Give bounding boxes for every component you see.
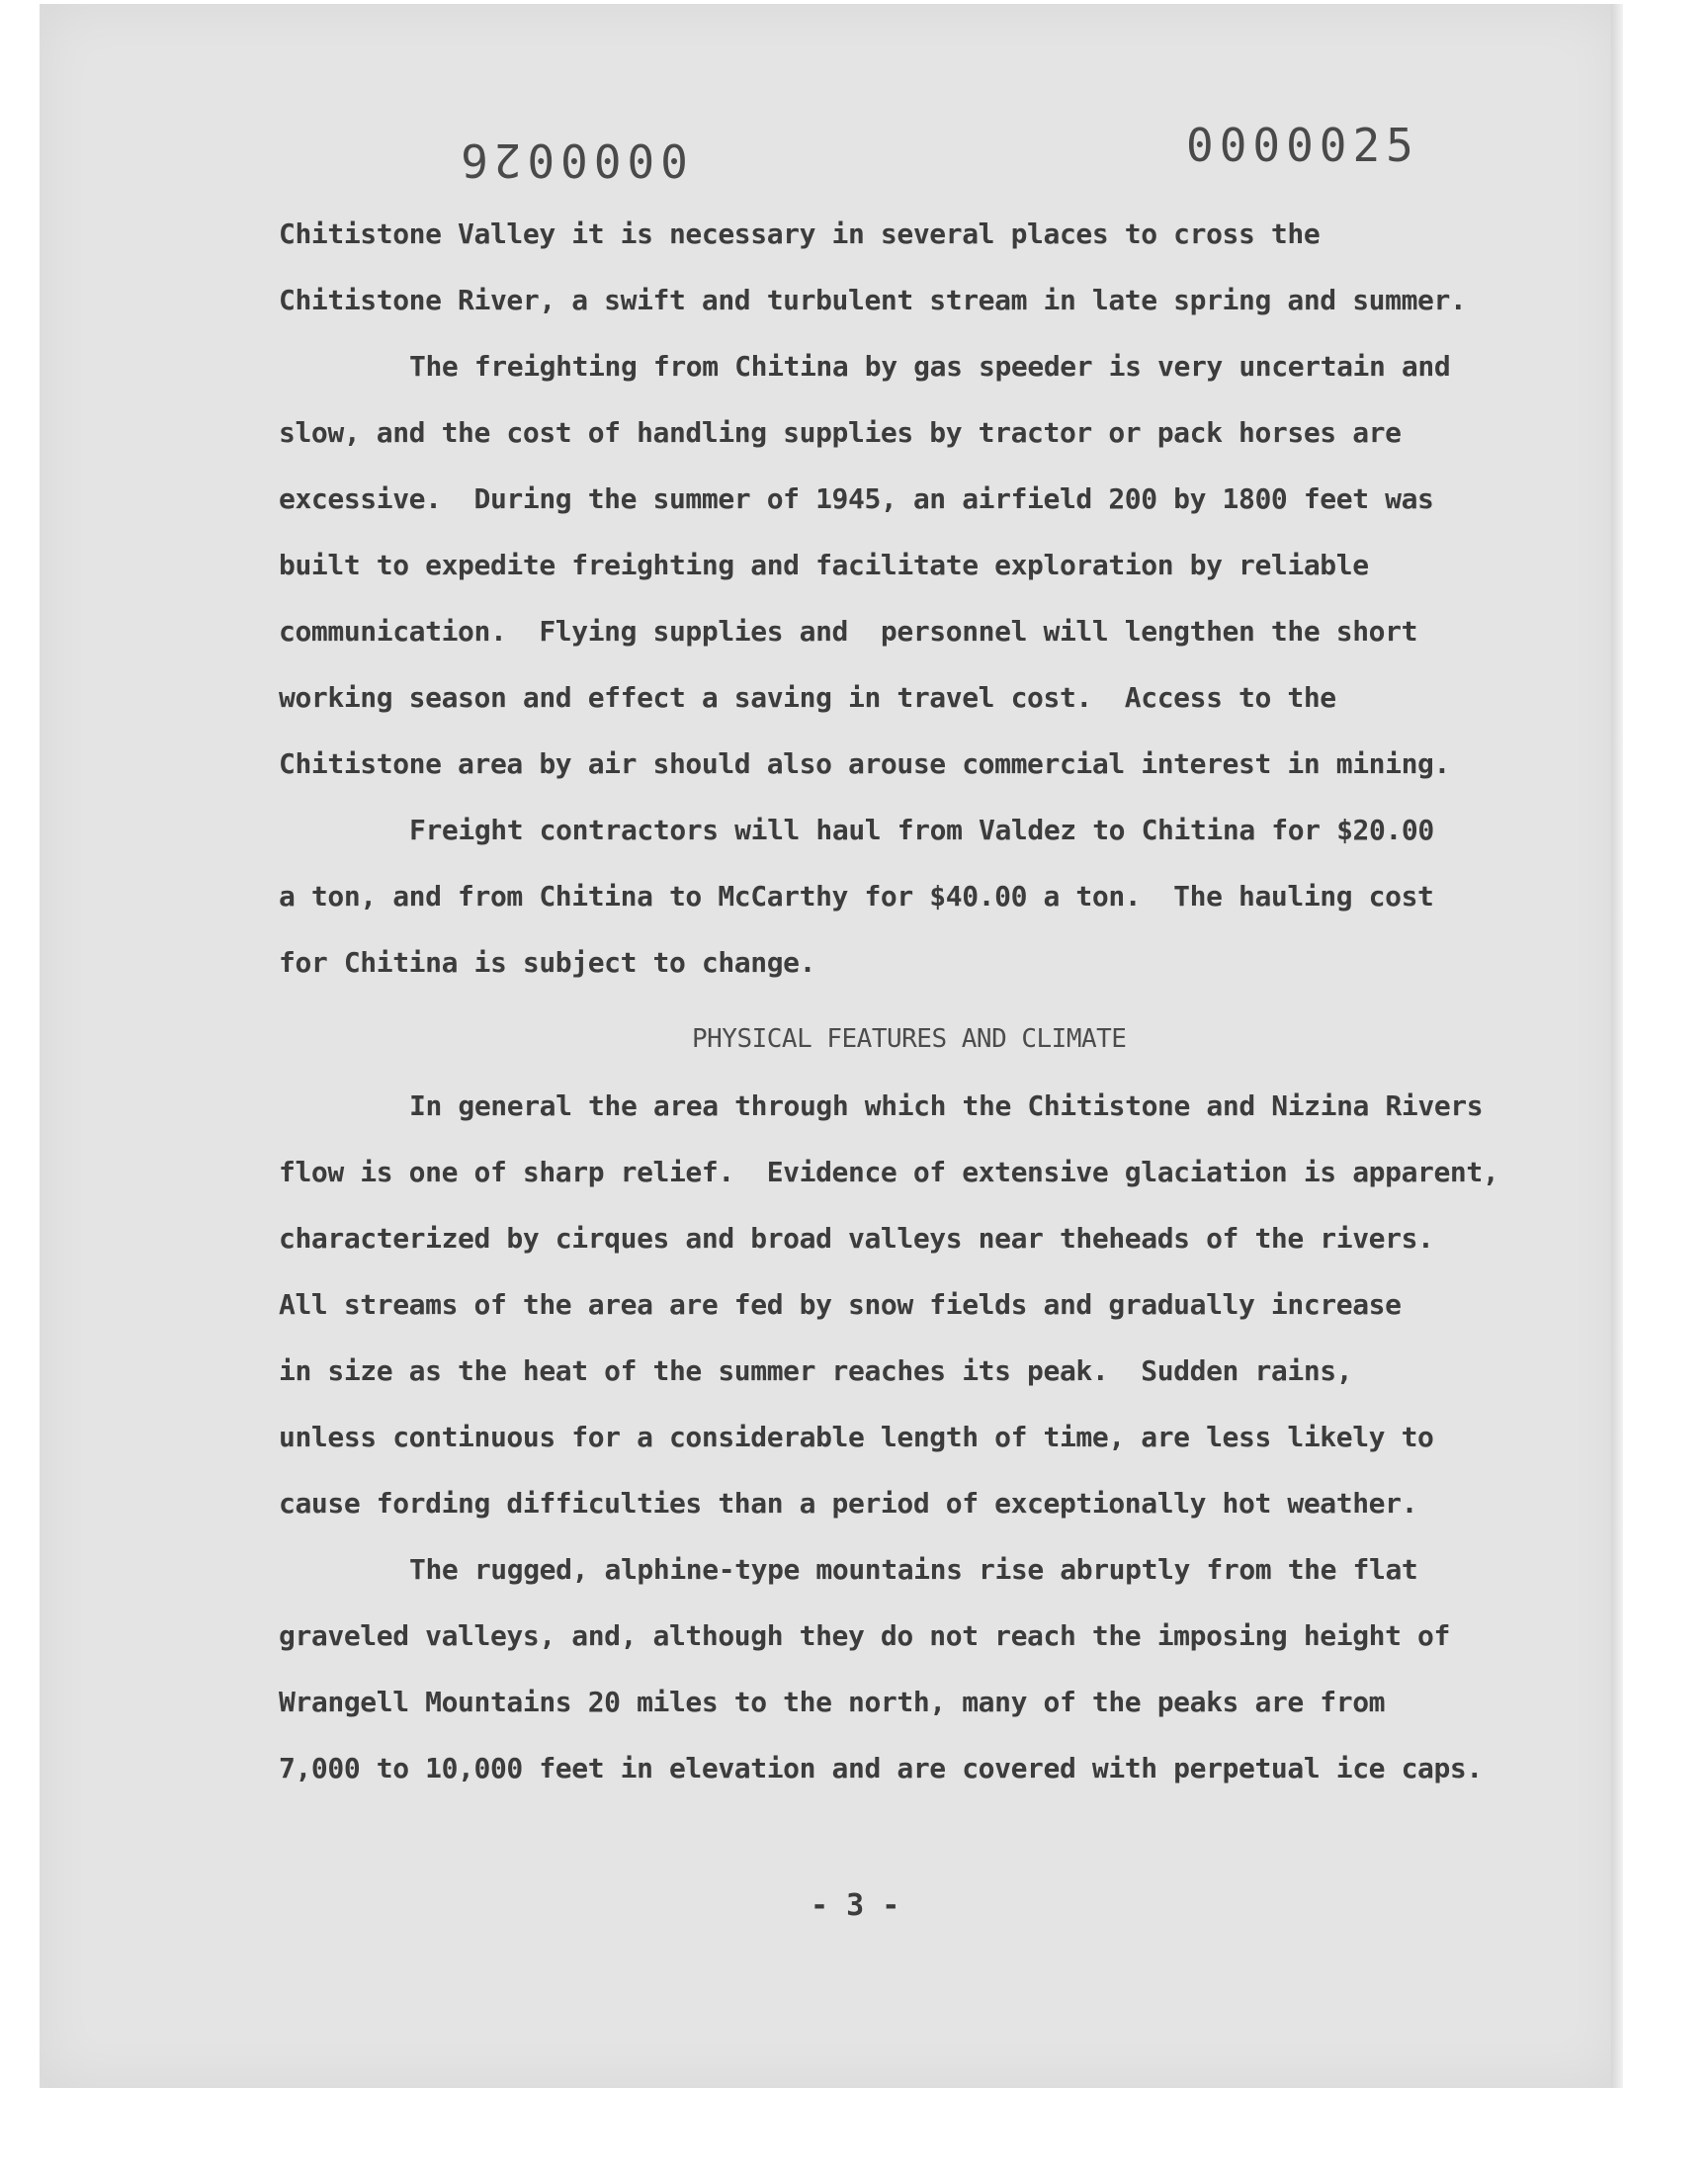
text-line: Freight contractors will haul from Valdez to Chitina for $20.00 [409, 814, 1434, 846]
text-line: in size as the heat of the summer reaches its peak. Sudden rains, [279, 1354, 1353, 1387]
text-line: slow, and the cost of handling supplies by tractor or pack horses are [279, 416, 1402, 449]
text-line: characterized by cirques and broad valleys near theheads of the rivers. [279, 1222, 1434, 1255]
text-line: 7,000 to 10,000 feet in elevation and are covered with perpetual ice caps. [279, 1752, 1483, 1784]
text-line: working season and effect a saving in travel cost. Access to the [279, 681, 1336, 714]
page-stamp-upside-down: 0000026 [455, 133, 688, 187]
text-line: All streams of the area are fed by snow fields and gradually increase [279, 1288, 1402, 1321]
text-line: Wrangell Mountains 20 miles to the north, many of the peaks are from [279, 1686, 1386, 1718]
text-line: a ton, and from Chitina to McCarthy for $40.00 a ton. The hauling cost [279, 880, 1434, 913]
text-line: for Chitina is subject to change. [279, 946, 816, 979]
text-line: The freighting from Chitina by gas speeder is very uncertain and [409, 350, 1451, 383]
text-line: The rugged, alphine-type mountains rise abruptly from the flat [409, 1553, 1418, 1586]
page-edge [1611, 4, 1623, 2088]
text-line: unless continuous for a considerable length of time, are less likely to [279, 1421, 1434, 1453]
page-number: - 3 - [811, 1888, 900, 1923]
section-heading: PHYSICAL FEATURES AND CLIMATE [692, 1024, 1127, 1054]
text-line: Chitistone River, a swift and turbulent stream in late spring and summer. [279, 284, 1467, 316]
text-line: built to expedite freighting and facilitate exploration by reliable [279, 549, 1369, 581]
text-line: In general the area through which the Chitistone and Nizina Rivers [409, 1089, 1484, 1122]
text-line: communication. Flying supplies and personnel will lengthen the short [279, 615, 1418, 648]
text-line: flow is one of sharp relief. Evidence of extensive glaciation is apparent, [279, 1156, 1499, 1188]
text-line: cause fording difficulties than a period of exceptionally hot weather. [279, 1487, 1418, 1520]
text-line: excessive. During the summer of 1945, an airfield 200 by 1800 feet was [279, 482, 1434, 515]
page-stamp: 0000025 [1186, 119, 1419, 172]
text-line: graveled valleys, and, although they do not reach the imposing height of [279, 1619, 1450, 1652]
text-line: Chitistone area by air should also arouse commercial interest in mining. [279, 747, 1450, 780]
text-line: Chitistone Valley it is necessary in several places to cross the [279, 218, 1321, 250]
